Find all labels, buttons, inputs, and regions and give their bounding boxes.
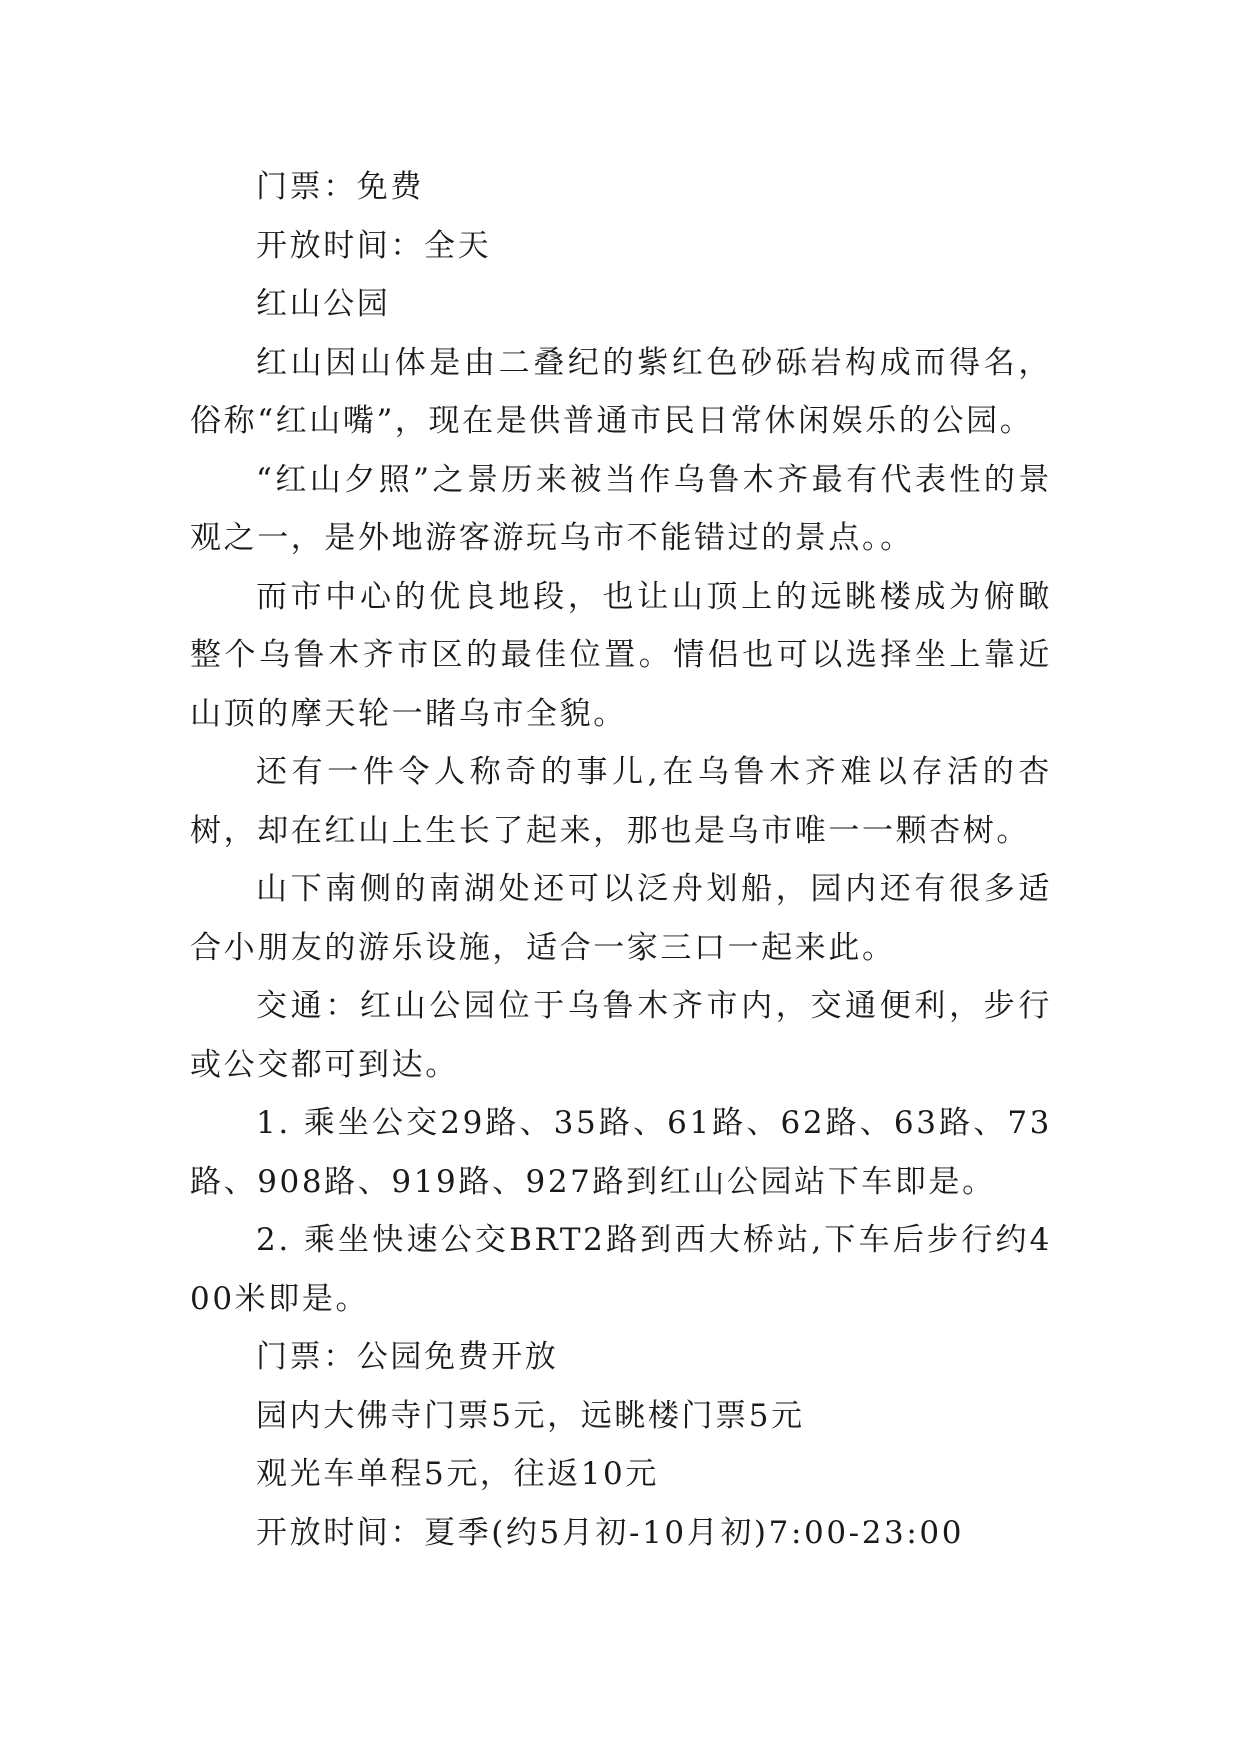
- body-paragraph: 还有一件令人称奇的事儿,在乌鲁木齐难以存活的杏树，却在红山上生长了起来，那也是乌市唯一一颗杏树。: [190, 754, 1052, 849]
- ticket-line: 门票：免费: [256, 169, 424, 205]
- body-paragraph: “红山夕照”之景历来被当作乌鲁木齐最有代表性的景观之一，是外地游客游玩乌市不能错过的景点。。: [190, 461, 1052, 556]
- park-ticket-line: 门票：公园免费开放: [256, 1339, 559, 1375]
- document-page: [190, 158, 1052, 1562]
- body-paragraph: 红山因山体是由二叠纪的紫红色砂砾岩构成而得名，俗称“红山嘴”，现在是供普通市民日常休闲娱乐的公园。: [190, 344, 1052, 439]
- temple-ticket-line: 园内大佛寺门票5元，远眺楼门票5元: [256, 1397, 805, 1434]
- opening-hours-line: 开放时间：全天: [256, 227, 492, 264]
- transport-paragraph: 交通：红山公园位于乌鲁木齐市内，交通便利，步行或公交都可到达。: [190, 988, 1052, 1083]
- body-paragraph: 山下南侧的南湖处还可以泛舟划船，园内还有很多适合小朋友的游乐设施，适合一家三口一起来此。: [190, 871, 1052, 966]
- brt-route-item: 2. 乘坐快速公交BRT2路到西大桥站,下车后步行约400米即是。: [190, 1222, 1052, 1317]
- sightseeing-car-line: 观光车单程5元，往返10元: [256, 1456, 659, 1492]
- section-title: 红山公园: [256, 286, 391, 322]
- summer-hours-line: 开放时间：夏季(约5月初-10月初)7:00-23:00: [256, 1514, 965, 1551]
- body-paragraph: 而市中心的优良地段，也让山顶上的远眺楼成为俯瞰整个乌鲁木齐市区的最佳位置。情侣也可以选择坐上靠近山顶的摩天轮一睹乌市全貌。: [190, 578, 1052, 732]
- bus-route-item: 1. 乘坐公交29路、35路、61路、62路、63路、73路、908路、919路、927路到红山公园站下车即是。: [190, 1105, 1052, 1200]
